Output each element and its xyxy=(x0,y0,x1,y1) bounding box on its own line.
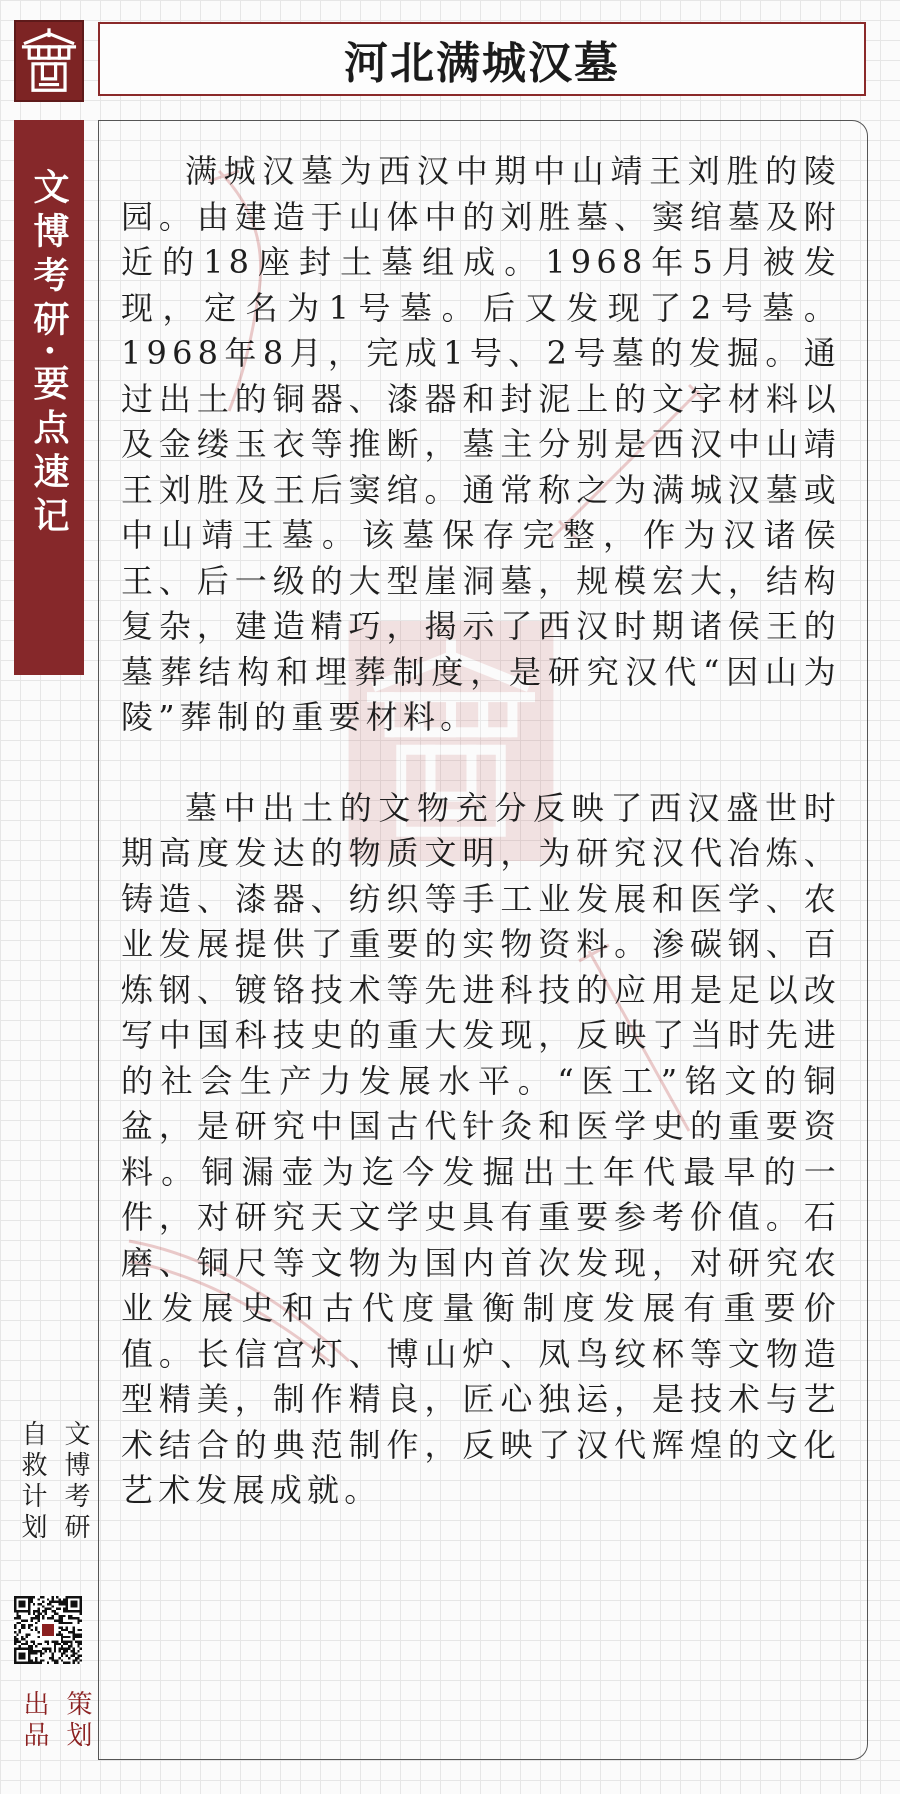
paragraph-2: 墓中出土的文物充分反映了西汉盛世时期高度发达的物质文明，为研究汉代冶炼、铸造、漆器、纺织等手工业发展和医学、农业发展提供了重要的实物资料。渗碳钢、百炼钢、镀铬技术等先进科技的应用是足以改写中国科技史的重大发现，反映了当时先进的社会生产力发展水平。“医工”铭文的铜盆，是研究中国古代针灸和医学史的重要资料。铜漏壶为迄今发掘出土年代最早的一件，对研究天文学史具有重要参考价值。石磨、铜尺等文物为国内首次发现，对研究农业发展史和古代度量衡制度发展有重要价值。长信宫灯、博山炉、凤鸟纹杯等文物造型精美，制作精良，匠心独运，是技术与艺术结合的典范制作，反映了汉代辉煌的文化艺术发展成就。 xyxy=(121,788,841,1509)
qr-code-icon xyxy=(14,1596,82,1664)
paragraph-1: 满城汉墓为西汉中期中山靖王刘胜的陵园。由建造于山体中的刘胜墓、窦绾墓及附近的18座封土墓组成。1968年5月被发现，定名为1号墓。后又发现了2号墓。1968年8月，完成1号、2号墓的发掘。通过出土的铜器、漆器和封泥上的文字材料以及金缕玉衣等推断，墓主分别是西汉中山靖王刘胜及王后窦绾。通常称之为满城汉墓或中山靖王墓。该墓保存完整，作为汉诸侯王、后一级的大型崖洞墓，规模宏大，结构复杂，建造精巧，揭示了西汉时期诸侯王的墓葬结构和埋葬制度，是研究汉代“因山为陵”葬制的重要材料。 xyxy=(121,152,841,736)
brand-logo xyxy=(14,20,84,102)
caption-column-2: 自救计划 xyxy=(17,1420,47,1544)
side-caption xyxy=(14,1420,94,1544)
qr-code[interactable] xyxy=(14,1596,82,1664)
credit-column-2: 出品 xyxy=(19,1690,49,1752)
side-credits xyxy=(16,1690,96,1752)
credit-column-1: 策划 xyxy=(62,1690,92,1752)
caption-column-1: 文博考研 xyxy=(60,1420,90,1544)
sidebar-banner xyxy=(14,120,84,675)
article-panel xyxy=(98,120,868,1760)
title-box xyxy=(98,22,866,96)
page-title: 河北满城汉墓 xyxy=(344,38,620,89)
sidebar-title: 文博考研·要点速记 xyxy=(28,168,70,541)
museum-seal-icon xyxy=(16,22,82,100)
